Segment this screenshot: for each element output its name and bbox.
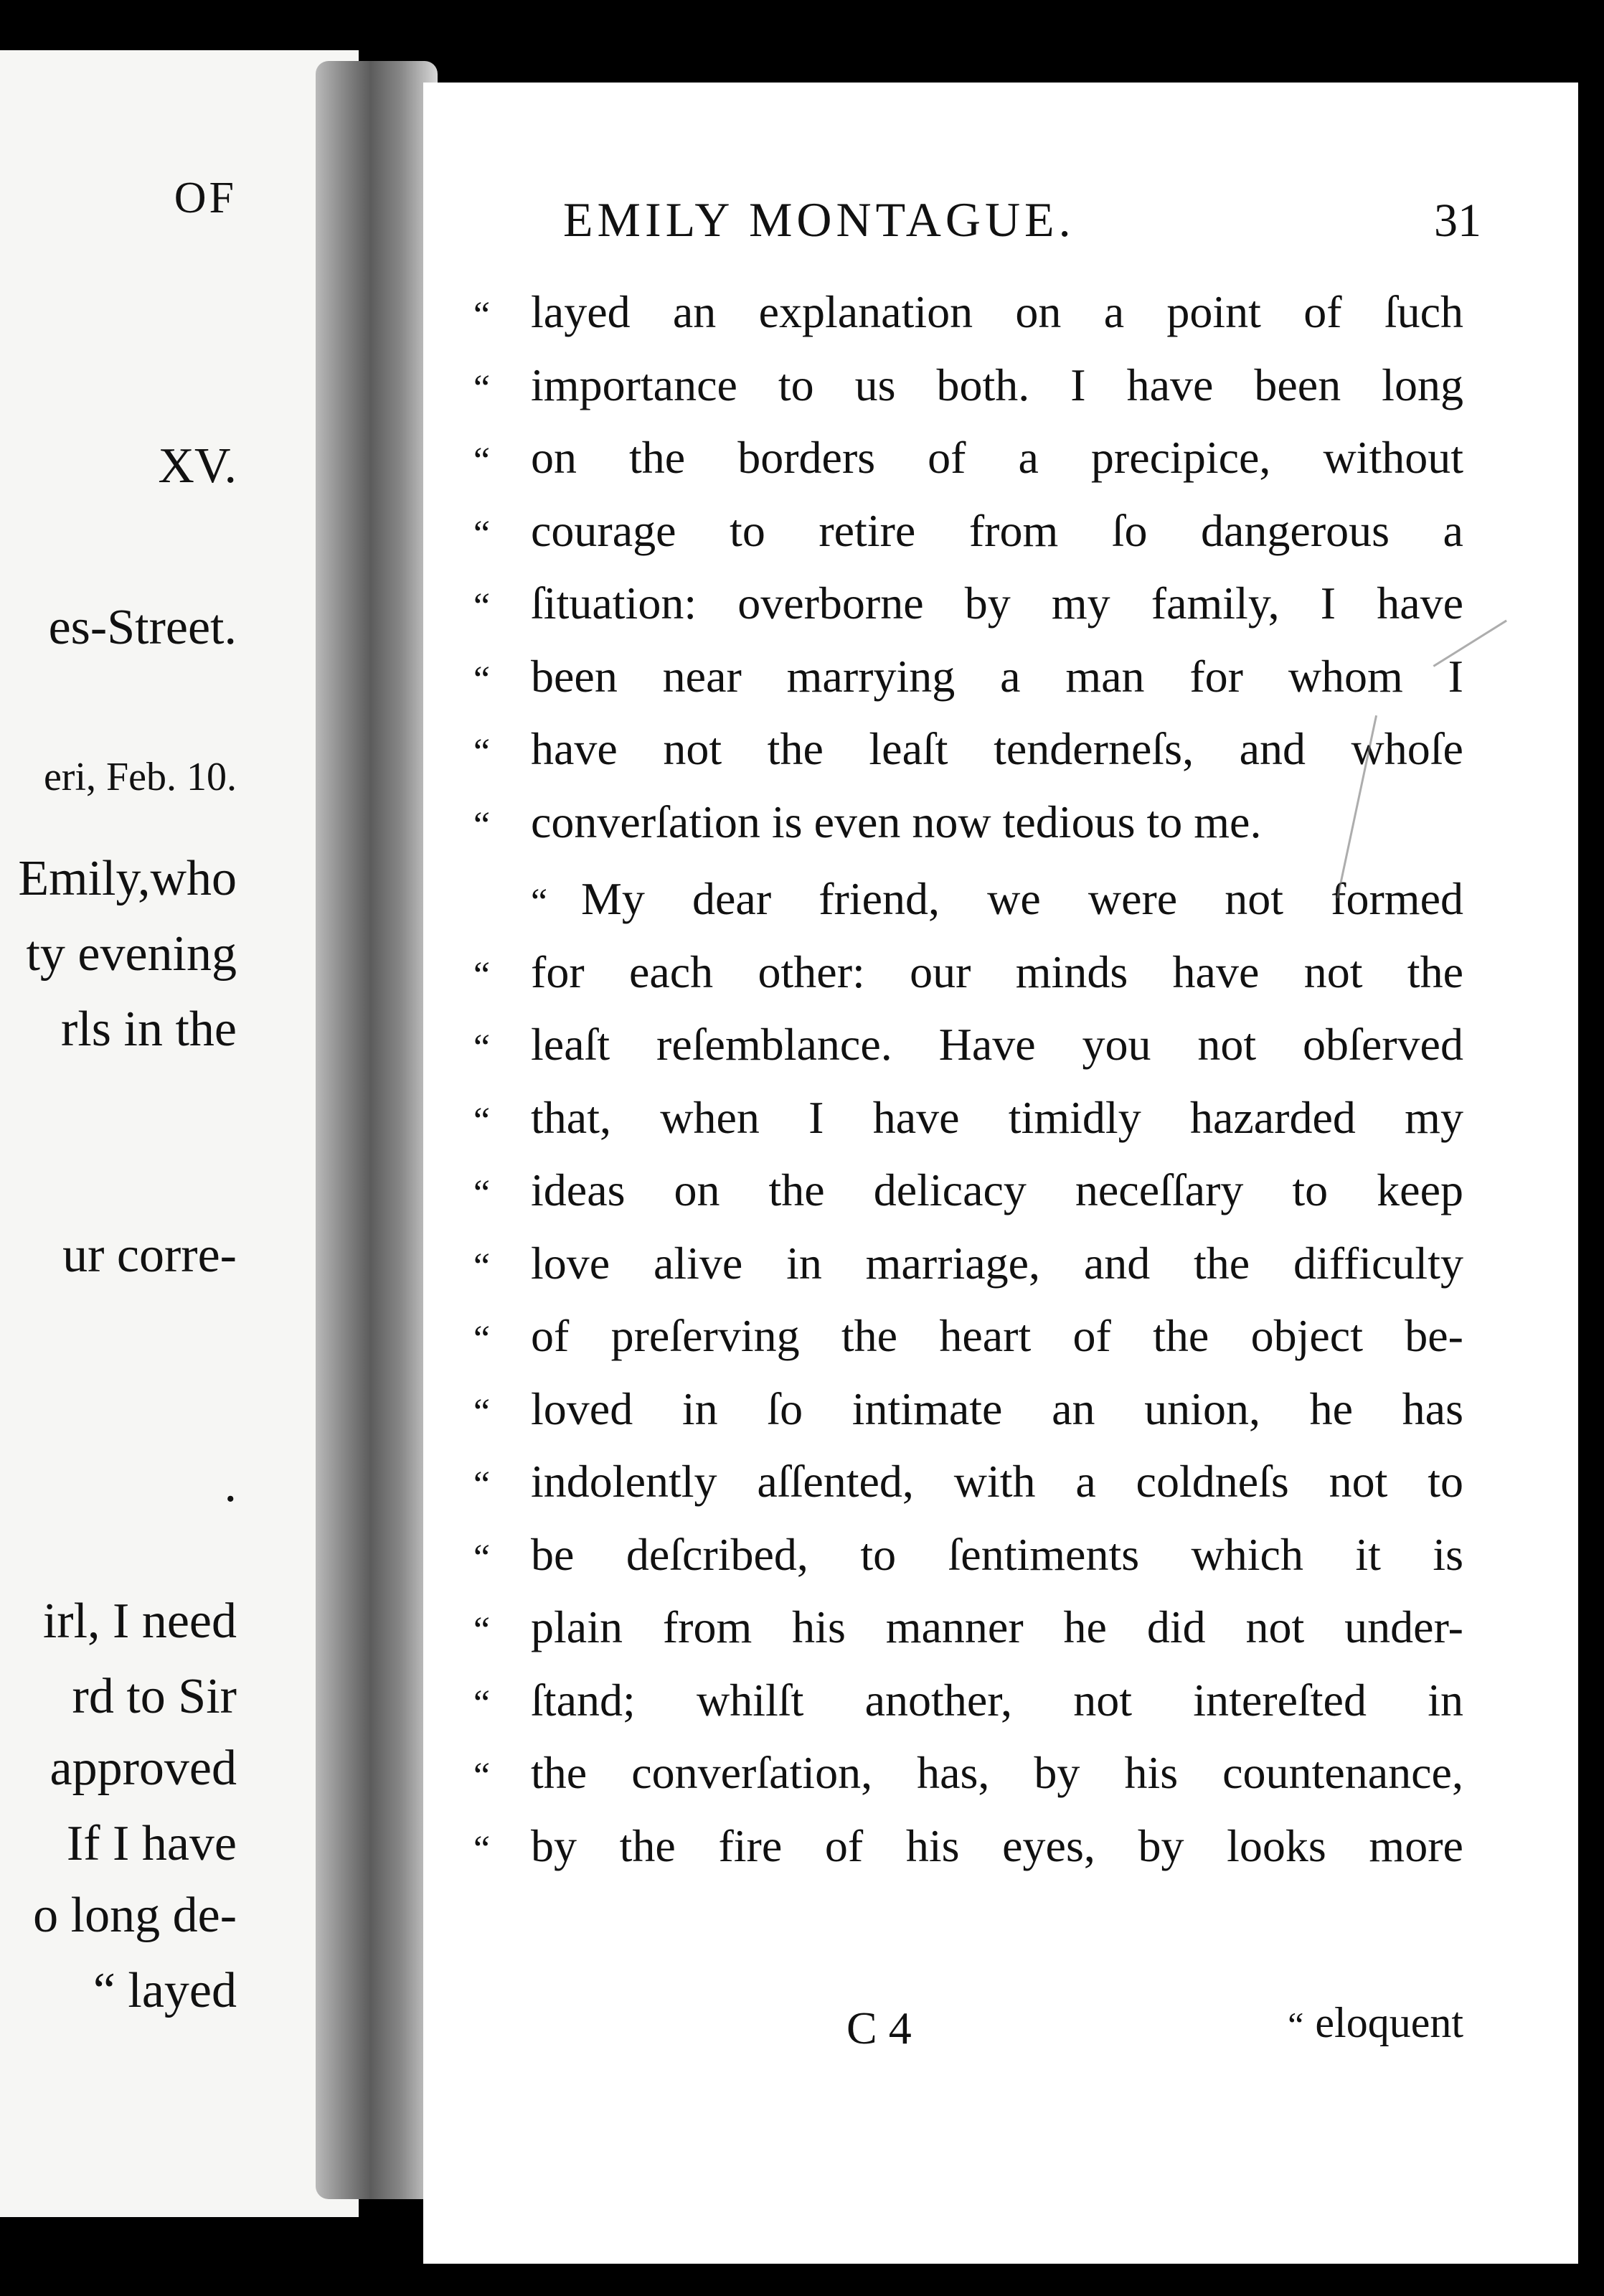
text-line bbox=[473, 577, 1463, 650]
text-line bbox=[473, 504, 1463, 578]
quote-mark: “ bbox=[473, 804, 491, 846]
text-line bbox=[473, 872, 1463, 946]
left-page-line: eri, Feb. 10. bbox=[43, 755, 237, 799]
quote-mark: “ bbox=[473, 1537, 491, 1578]
line-text: courage to retire from ſo dangerous a bbox=[531, 504, 1463, 556]
text-line bbox=[473, 1237, 1463, 1310]
line-text: ſtand; whilſt another, not intereſted in bbox=[531, 1674, 1463, 1726]
line-text: layed an explanation on a point of ſuch bbox=[531, 286, 1463, 337]
text-line bbox=[473, 796, 1463, 869]
line-text: by the fire of his eyes, by looks more bbox=[531, 1820, 1463, 1871]
line-text: love alive in marriage, and the difficulty bbox=[531, 1237, 1463, 1289]
left-page-line: XV. bbox=[158, 438, 237, 494]
line-text: have not the leaſt tenderneſs, and whoſe bbox=[531, 723, 1463, 774]
left-page-line: approved bbox=[49, 1741, 237, 1796]
quote-mark: “ bbox=[473, 441, 491, 481]
line-text: the converſation, has, by his countenance, bbox=[531, 1747, 1463, 1798]
text-line bbox=[473, 1601, 1463, 1674]
quote-mark: “ bbox=[473, 732, 491, 773]
line-text: converſation is even now tedious to me. bbox=[531, 796, 1262, 847]
left-page-line: rd to Sir bbox=[72, 1669, 237, 1724]
line-text: ideas on the delicacy neceſſary to keep bbox=[531, 1165, 1463, 1215]
text-line bbox=[473, 946, 1463, 1019]
quote-mark: “ bbox=[473, 1610, 491, 1651]
quote-mark: “ bbox=[473, 1464, 491, 1505]
quote-mark: “ bbox=[473, 367, 491, 409]
text-line bbox=[473, 723, 1463, 796]
signature-mark: C 4 bbox=[846, 2003, 912, 2053]
line-text: plain from his manner he did not under- bbox=[531, 1601, 1463, 1652]
left-page bbox=[0, 50, 359, 2217]
running-head bbox=[563, 192, 1481, 248]
quote-mark: “ bbox=[473, 295, 491, 336]
line-text: that, when I have timidly hazarded my bbox=[531, 1091, 1463, 1143]
line-text: ſituation: overborne by my family, I have bbox=[531, 578, 1463, 629]
text-line bbox=[473, 650, 1463, 723]
text-line bbox=[473, 1091, 1463, 1165]
running-title: EMILY MONTAGUE. bbox=[563, 192, 1075, 247]
text-line bbox=[473, 1674, 1463, 1747]
quote-mark: “ bbox=[473, 954, 491, 996]
quote-mark: “ bbox=[473, 1683, 491, 1724]
text-line bbox=[473, 1309, 1463, 1383]
text-line bbox=[473, 1018, 1463, 1091]
catchword-quote: “ bbox=[1288, 2005, 1304, 2045]
quote-mark: “ bbox=[473, 1027, 491, 1068]
left-page-line: ty evening bbox=[26, 926, 237, 982]
quote-mark: “ bbox=[473, 1319, 491, 1360]
text-line bbox=[473, 431, 1463, 504]
quote-mark: “ bbox=[531, 882, 548, 923]
line-text: been near marrying a man for whom I bbox=[531, 650, 1463, 702]
quote-mark: “ bbox=[473, 1828, 491, 1870]
page-number: 31 bbox=[1434, 194, 1481, 247]
left-page-line: “ layed bbox=[93, 1963, 237, 2018]
catchword-text: eloquent bbox=[1315, 1999, 1463, 2046]
line-text: for each other: our minds have not the bbox=[531, 946, 1463, 997]
book-gutter bbox=[316, 61, 438, 2199]
left-page-line: OF bbox=[174, 174, 237, 222]
line-text: of preſerving the heart of the object be- bbox=[531, 1310, 1463, 1361]
line-text: My dear friend, we were not formed bbox=[581, 873, 1463, 924]
left-page-line: If I have bbox=[66, 1816, 237, 1871]
quote-mark: “ bbox=[473, 659, 491, 700]
text-line bbox=[473, 1528, 1463, 1601]
text-line bbox=[473, 1164, 1463, 1237]
quote-mark: “ bbox=[473, 1391, 491, 1433]
left-page-line: irl, I need bbox=[42, 1594, 237, 1649]
line-text: loved in ſo intimate an union, he has bbox=[531, 1383, 1463, 1434]
left-page-line: es-Street. bbox=[48, 600, 237, 655]
left-page-line: o long de- bbox=[33, 1888, 237, 1943]
left-page-line: Emily,who bbox=[18, 851, 237, 906]
line-text: be deſcribed, to ſentiments which it is bbox=[531, 1528, 1463, 1580]
quote-mark: “ bbox=[473, 1173, 491, 1214]
line-text: indolently aſſented, with a coldneſs not to bbox=[531, 1456, 1463, 1507]
line-text: leaſt reſemblance. Have you not obſerved bbox=[531, 1019, 1463, 1070]
left-page-line: . bbox=[224, 1457, 237, 1512]
text-line bbox=[473, 1820, 1463, 1893]
line-text: importance to us both. I have been long bbox=[531, 359, 1463, 410]
quote-mark: “ bbox=[473, 1100, 491, 1142]
quote-mark: “ bbox=[473, 1756, 491, 1797]
left-page-line: ur corre- bbox=[62, 1228, 237, 1283]
text-line bbox=[473, 286, 1463, 359]
quote-mark: “ bbox=[473, 586, 491, 627]
line-text: on the borders of a precipice, without bbox=[531, 432, 1463, 483]
catchword bbox=[1288, 1998, 1463, 2048]
body-text bbox=[473, 286, 1463, 1892]
text-line bbox=[473, 1746, 1463, 1820]
left-page-line: rls in the bbox=[61, 1002, 237, 1057]
text-line bbox=[473, 1383, 1463, 1456]
text-line bbox=[473, 359, 1463, 432]
quote-mark: “ bbox=[473, 513, 491, 555]
quote-mark: “ bbox=[473, 1246, 491, 1287]
right-page bbox=[423, 83, 1578, 2264]
text-line bbox=[473, 1455, 1463, 1528]
